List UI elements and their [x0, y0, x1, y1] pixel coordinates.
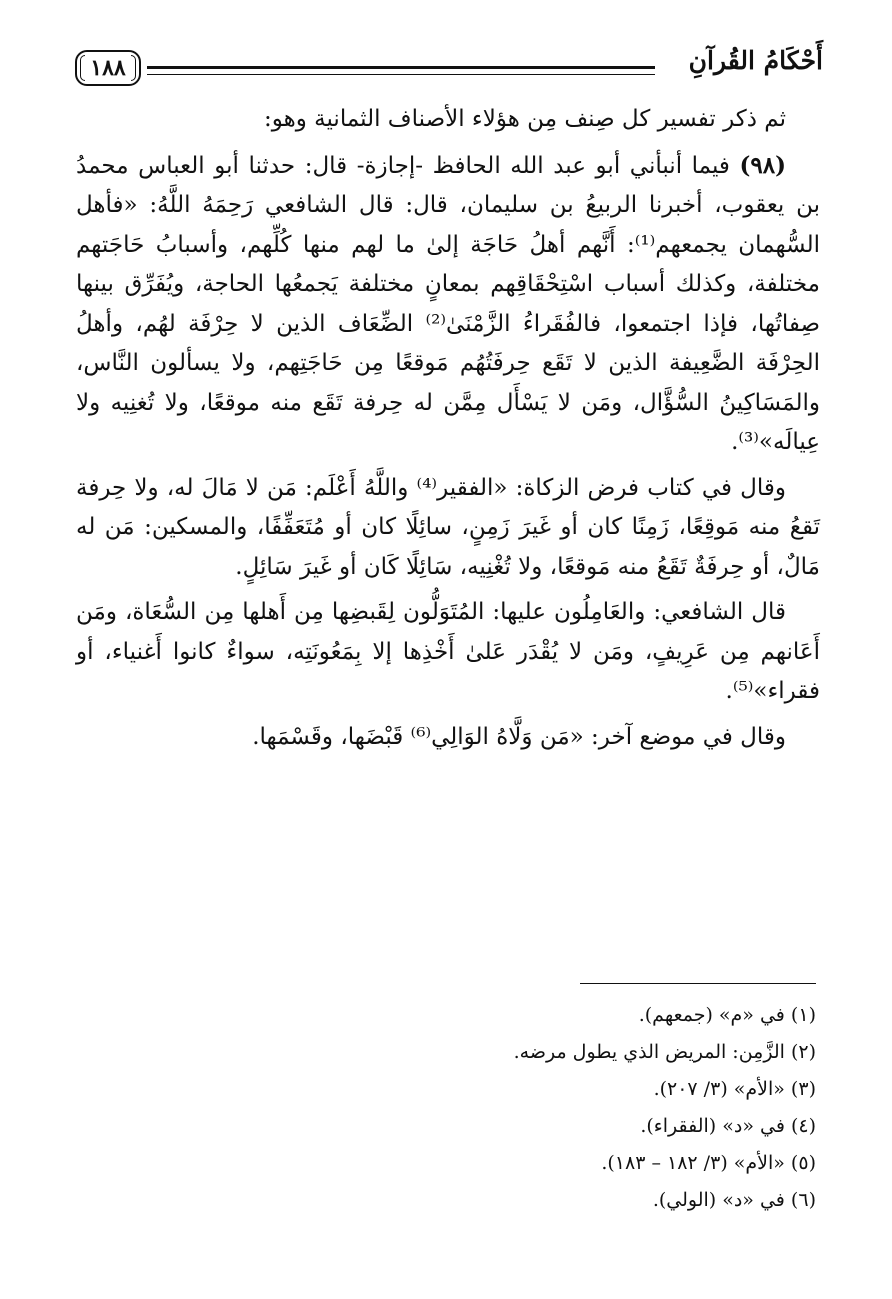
footnote-5: (٥) «الأم» (٣/ ١٨٢ – ١٨٣).: [601, 1152, 816, 1174]
page-number: ١٨٨: [75, 50, 141, 86]
footnote-2: (٢) الزَّمِن: المريض الذي يطول مرضه.: [513, 1041, 816, 1063]
footnote-6: (٦) في «د» (الولي).: [652, 1189, 816, 1211]
footnote-separator: [580, 983, 816, 984]
paragraph-intro: ثم ذكر تفسير كل صِنف مِن هؤلاء الأصناف الثمانية وهو:: [263, 106, 786, 132]
paragraph-zakat-definition: وقال في كتاب فرض الزكاة: «الفقير⁽⁴⁾ واللَّهُ أَعْلَم: مَن لا مَالَ له، ولا حِرفة تَقعُ منه مَوقِعًا، زَمِنًا كان أو غَيرَ زَمِنٍ، سائِلًا كان أو مُتَعَفِّفًا، والمسكين: مَن له مَالٌ، أو حِرفَةٌ تَقَعُ منه مَوقعًا، ولا تُغْنِيه، سَائِلًا كَان أو غَيرَ سَائِلٍ.: [76, 474, 820, 580]
page-header: [75, 38, 823, 96]
footnote-4: (٤) في «د» (الفقراء).: [640, 1115, 816, 1137]
footnote-1: (١) في «م» (جمعهم).: [638, 1004, 816, 1026]
main-text: [76, 100, 820, 763]
hadith-number: (٩٨): [739, 151, 787, 179]
footnotes: [116, 997, 816, 1219]
header-rule: [147, 66, 655, 75]
paragraph-other-place: وقال في موضع آخر: «مَن وَلَّاهُ الوَالِي⁽⁶⁾ قَبْضَها، وقَسْمَها.: [252, 723, 786, 750]
footnote-3: (٣) «الأم» (٣/ ٢٠٧).: [653, 1078, 816, 1100]
running-title: أَحْكَامُ القُرآنِ: [688, 46, 823, 75]
paragraph-amilun: قال الشافعي: والعَامِلُون عليها: المُتَوَلُّون لِقَبضِها مِن أَهلها مِن السُّعَاة، ومَن أَعَانهم مِن عَرِيفٍ، ومَن لا يُقْدَر عَلىٰ أَخْذِها إلا بِمَعُونَتِه، سواءٌ كانوا أَغنياء، أو فقراء»⁽⁵⁾.: [76, 599, 820, 704]
paragraph-hadith-98-text: فيما أنبأني أبو عبد الله الحافظ -إجازة- قال: حدثنا أبو العباس محمدُ بن يعقوب، أخبرنا الربيعُ بن سليمان، قال: قال الشافعي رَحِمَهُ اللَّهُ: «فأهل السُّهمان يجمعهم⁽¹⁾: أَنَّهم أهلُ حَاجَة إلىٰ ما لهم منها كُلِّهم، وأسبابُ حَاجَتهم مختلفة، وكذلك أسباب اسْتِحْقَاقِهم بمعانٍ مختلفة يَجمعُها الحاجة، ويُفَرِّق بينها صِفاتُها، فإذا اجتمعوا، فالفُقَراءُ الزَّمْنَىٰ⁽²⁾ الضِّعَاف الذين لا حِرْفَة لهُم، وأهلُ الحِرْفَة الضَّعِيفة الذين لا تَقَع حِرفَتُهُم مَوقعًا مِن حَاجَتِهم، ولا يسألون النَّاس، والمَسَاكِينُ السُّؤَّال، ومَن لا يَسْأَل مِمَّن له حِرفة تَقَع منه موقعًا، ولا تُغنِيه ولا عِيالَه»⁽³⁾.: [76, 152, 821, 455]
paragraph-hadith-98: [76, 146, 820, 463]
